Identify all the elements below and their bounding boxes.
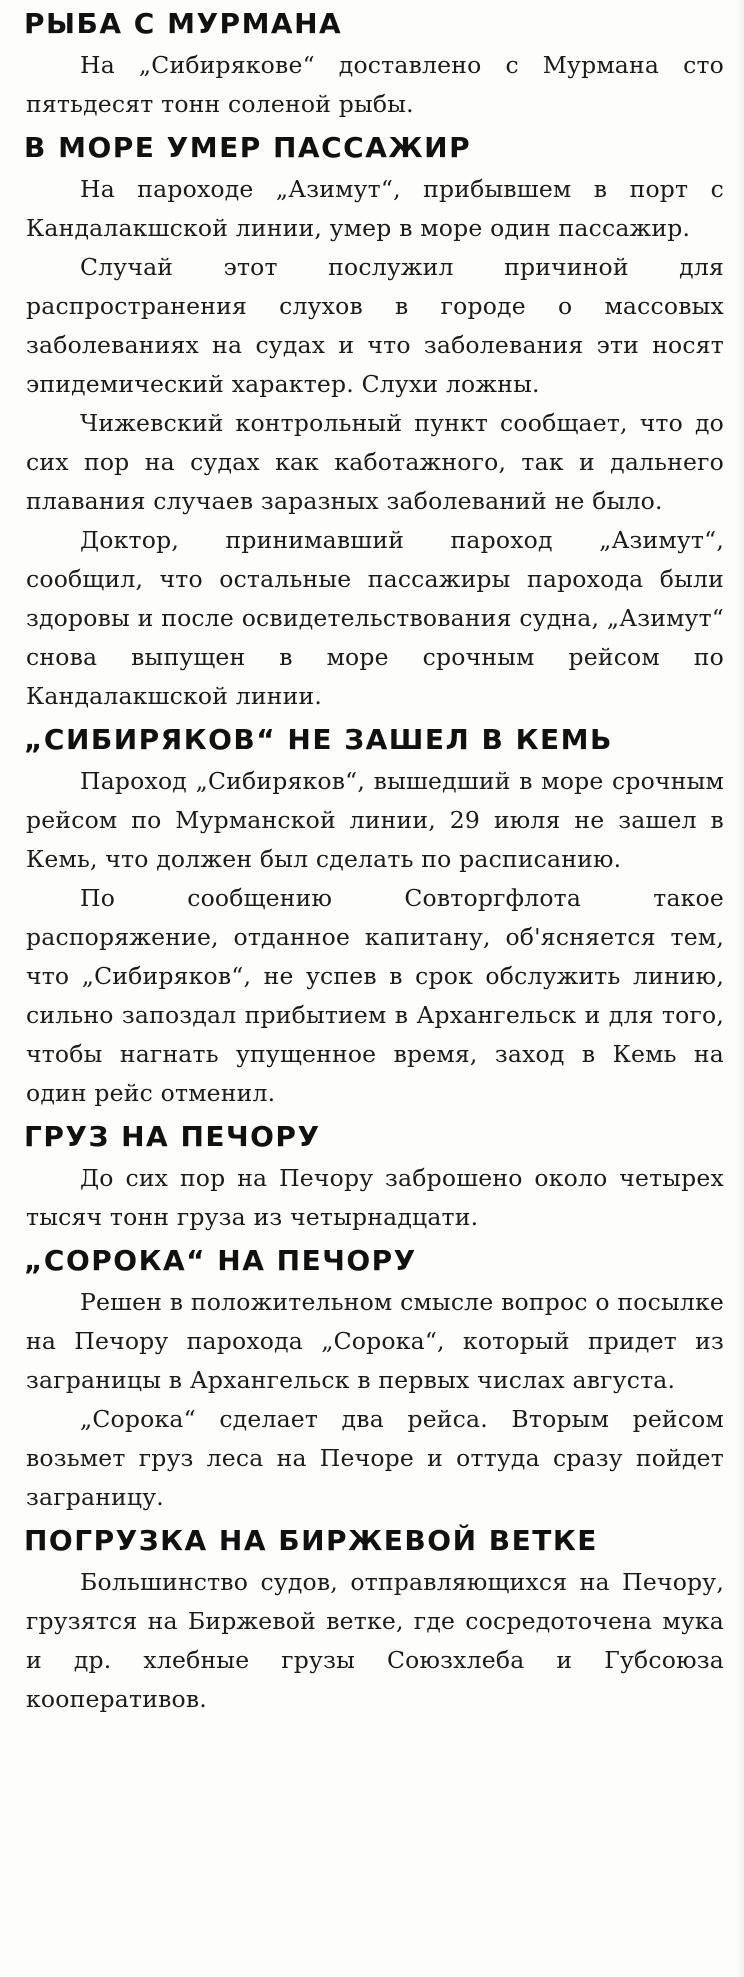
article-paragraph: „Сорока“ сделает два рейса. Вторым рейсом возьмет груз леса на Печоре и оттуда сразу пойдет заграницу. [26,1405,724,1511]
article-paragraph: До сих пор на Печору заброшено около четырех тысяч тонн груза из четырнадцати. [26,1164,724,1231]
article-paragraph: По сообщению Совторгфлота такое распоряжение, отданное капитану, об'ясняется тем, что „Сибиряков“, не успев в срок обслужить линию, сильно запоздал прибытием в Архангельск и для того, чтобы нагнать упущенное время, заход в Кемь на один рейс отменил. [26,884,724,1107]
article-headline: „СИБИРЯКОВ“ НЕ ЗАШЕЛ В КЕМЬ [24,723,613,756]
article-headline: В МОРЕ УМЕР ПАССАЖИР [24,131,472,164]
article-passenger-died [14,128,724,716]
article-paragraph: Решен в положительном смысле вопрос о посылке на Печору парохода „Сорока“, который придет из заграницы в Архангельск в первых числах августа. [26,1288,724,1394]
article-paragraph: На „Сибирякове“ доставлено с Мурмана сто пятьдесят тонн соленой рыбы. [26,51,724,118]
article-headline: ПОГРУЗКА НА БИРЖЕВОЙ ВЕТКЕ [24,1524,598,1557]
article-paragraph: Большинство судов, отправляющихся на Печору, грузятся на Биржевой ветке, где сосредоточена мука и др. хлебные грузы Союзхлеба и Губсоюза кооперативов. [26,1568,724,1713]
article-paragraph: На пароходе „Азимут“, прибывшем в порт с Кандалакшской линии, умер в море один пассажир. [26,175,724,242]
article-headline: РЫБА С МУРМАНА [24,7,343,40]
page-edge-shadow [736,0,744,1977]
article-cargo-pechora [14,1117,724,1237]
article-headline: „СОРОКА“ НА ПЕЧОРУ [24,1244,417,1277]
article-paragraph: Доктор, принимавший пароход „Азимут“, сообщил, что остальные пассажиры парохода были здоровы и после освидетельствования судна, „Азимут“ снова выпущен в море срочным рейсом по Кандалакшской линии. [26,526,724,710]
article-headline: ГРУЗ НА ПЕЧОРУ [24,1120,321,1153]
article-loading-birzhevaya [14,1521,724,1719]
article-paragraph: Случай этот послужил причиной для распространения слухов в городе о массовых заболеваниях на судах и что заболевания эти носят эпидемический характер. Слухи ложны. [26,253,724,398]
article-paragraph: Пароход „Сибиряков“, вышедший в море срочным рейсом по Мурманской линии, 29 июля не зашел в Кемь, что должен был сделать по расписанию. [26,767,724,873]
article-sibiryakov-kem [14,720,724,1113]
article-paragraph: Чижевский контрольный пункт сообщает, что до сих пор на судах как каботажного, так и дальнего плавания случаев заразных заболеваний не было. [26,409,724,515]
article-fish-from-murman [14,4,724,124]
article-soroka-pechora [14,1241,724,1517]
